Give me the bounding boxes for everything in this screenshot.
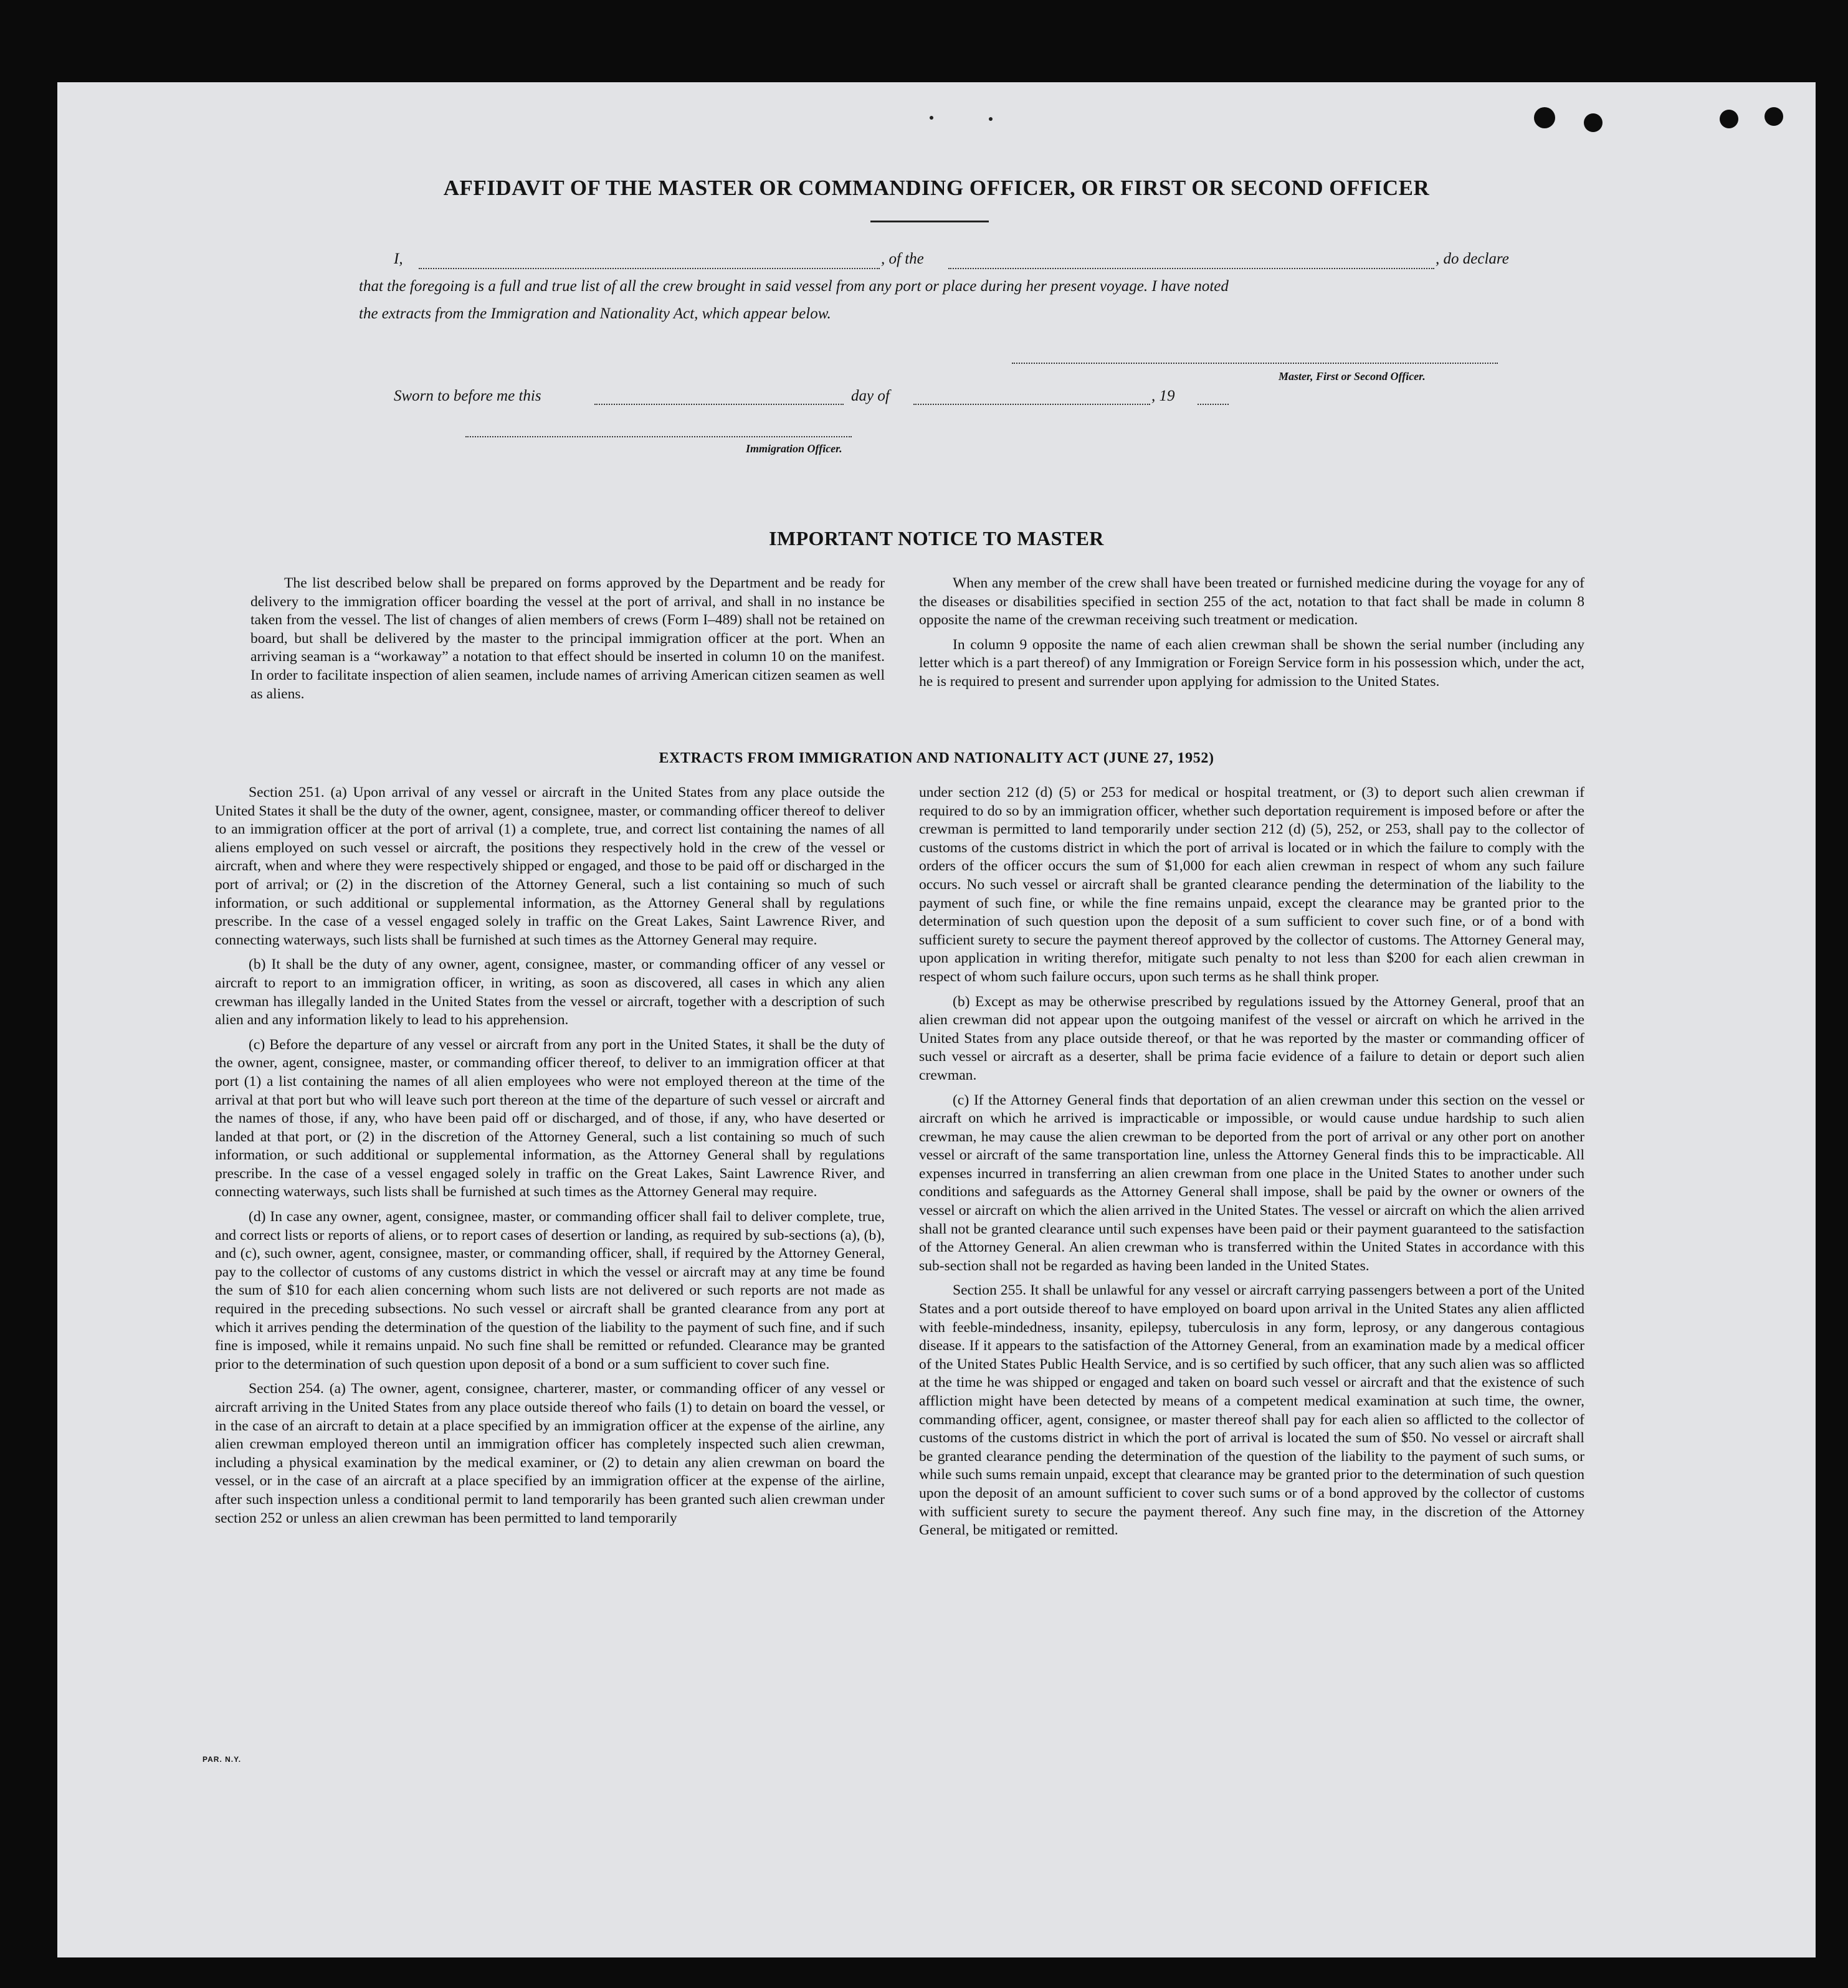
notice-title: IMPORTANT NOTICE TO MASTER bbox=[769, 527, 1104, 549]
extract-paragraph: (c) If the Attorney General finds that deportation of an alien crewman under this section on the vessel or aircraft on which he arrived is impracticable or impossible, or would cause undue hardship to such alien crewman, he may cause the alien crewman to be deported from the port of arrival or any other port on another vessel or aircraft of the same transportation line, unless the Attorney General finds this to be impracticable. All expenses incurred in transferring an alien crewman from one place in the United States to another under such conditions and safeguards as the Attorney General shall impose, shall be paid by the owner or owners of the vessel or aircraft on which the alien arrived in the United States. The vessel or aircraft on which the alien arrived shall not be granted clearance until such expenses have been paid or their payment guaranteed to the satisfaction of the Attorney General. An alien crewman who is transferred within the United States in accordance with this sub-section shall not be regarded as having been landed in the United States. bbox=[919, 1091, 1584, 1274]
extract-paragraph: Section 254. (a) The owner, agent, consignee, charterer, master, or commanding officer of any vessel or aircraft arriving in the United States from any place outside thereof who fails (1) to detain on board the vessel, or in the case of an aircraft to detain at a place specified by an immigration officer at the expense of the airline, any alien crewman employed thereon until an immigration officer has completely inspected such alien crewman, including a physical examination by the medical examiner, or (2) to detain any alien crewman on board the vessel, or in the case of an aircraft at a place specified by an immigration officer at the expense of the airline, after such inspection unless a conditional permit to land temporarily has been granted such alien crewman under section 252 or unless an alien crewman has been permitted to land temporarily bbox=[215, 1381, 885, 1526]
affidavit-title: AFFIDAVIT OF THE MASTER OR COMMANDING OFFICER, OR FIRST OR SECOND OFFICER bbox=[443, 176, 1430, 200]
extract-paragraph: (b) It shall be the duty of any owner, agent, consignee, master, or commanding officer of any vessel or aircraft to report to an immigration officer, in writing, as soon as discovered, all cases in which any alien crewman has illegally landed in the United States from the vessel or aircraft, together with a description of such alien and any information likely to lead to his apprehension. bbox=[215, 956, 885, 1029]
master-signature-caption: Master, First or Second Officer. bbox=[1279, 370, 1426, 383]
punch-hole bbox=[1720, 110, 1738, 128]
sworn-month-field[interactable] bbox=[913, 404, 1150, 405]
sworn-label: Sworn to before me this bbox=[394, 388, 541, 404]
extracts-title: EXTRACTS FROM IMMIGRATION AND NATIONALITY ACT (JUNE 27, 1952) bbox=[659, 750, 1214, 766]
printer-mark: PAR. N.Y. bbox=[202, 1755, 242, 1764]
notice-left-column bbox=[250, 574, 885, 703]
extracts-right-column bbox=[919, 784, 1584, 1540]
extract-paragraph: (c) Before the departure of any vessel or aircraft from any port in the United States, it shall be the duty of the owner, agent, consignee, master, or commanding officer thereof, to deliver to an immigration officer at that port (1) a list containing the names of all alien employees who were not employed thereon at the time of the arrival at that port but who will leave such port thereon at the time of the departure of such vessel or aircraft and the names of those, if any, who have been paid off or discharged, and of those, if any, who have deserted or landed at that port, or (2) in the discretion of the Attorney General, such a list containing so much of such information, or such additional or supplemental information, as the Attorney General shall by regulations prescribe. In the case of a vessel engaged solely in traffic on the Great Lakes, Saint Lawrence River, and connecting waterways, such lists shall be furnished at such times as the Attorney General may require. bbox=[215, 1036, 885, 1201]
immigration-officer-signature-field[interactable] bbox=[465, 436, 852, 437]
declare-extracts-line: the extracts from the Immigration and Nationality Act, which appear below. bbox=[359, 305, 831, 322]
notice-paragraph: In column 9 opposite the name of each alien crewman shall be shown the serial number (including any letter which is a part thereof) of any Immigration or Foreign Service form in his possession which, under the act, he is required to present and surrender upon applying for admission to the United States. bbox=[919, 636, 1584, 690]
extract-paragraph: Section 255. It shall be unlawful for any vessel or aircraft carrying passengers between a port of the United States and a port outside thereof to have employed on board upon arrival in the United States any alien afflicted with feeble-mindedness, insanity, epilepsy, tuberculosis in any form, leprosy, or any dangerous contagious disease. If it appears to the satisfaction of the Attorney General, from an examination made by a medical officer of the United States Public Health Service, and is so certified by such officer, that any such alien was so afflicted at the time he was shipped or engaged and taken on board such vessel or aircraft and that the existence of such affliction might have been detected by means of a competent medical examination at such time, the owner, commanding officer, agent, consignee, or master thereof shall pay for each alien so afflicted to the collector of customs of the customs district in which the port of arrival is located the sum of $50. No vessel or aircraft shall be granted clearance pending the determination of the question of the liability to the payment of such sums, or while such sums remain unpaid, except that clearance may be granted prior to the determination of such question upon the deposit of an amount sufficient to cover such sums or of a bond approved by the collector of customs with sufficient surety to secure the payment thereof. Any such fine may, in the discretion of the Attorney General, be mitigated or remitted. bbox=[919, 1282, 1584, 1539]
master-signature-field[interactable] bbox=[1012, 363, 1498, 364]
speck bbox=[930, 116, 933, 120]
declare-do-declare-label: , do declare bbox=[1436, 250, 1509, 267]
speck bbox=[989, 117, 993, 121]
immigration-officer-caption: Immigration Officer. bbox=[746, 442, 842, 455]
notice-paragraph: The list described below shall be prepared on forms approved by the Department and be ready for delivery to the immigration officer boarding the vessel at the port of arrival, and shall in no instance be taken from the vessel. The list of changes of alien members of crews (Form I–489) shall not be retained on board, but shall be delivered by the master to the principal immigration officer at the port. When an arriving seaman is a “workaway” a notation to that effect should be inserted in column 10 on the manifest. In order to facilitate inspection of alien seamen, include names of arriving American citizen seamen as well as aliens. bbox=[250, 575, 885, 702]
sworn-year-field[interactable] bbox=[1198, 404, 1229, 405]
punch-hole bbox=[1584, 113, 1603, 132]
extract-paragraph: (b) Except as may be otherwise prescribed by regulations issued by the Attorney General, proof that an alien crewman did not appear upon the outgoing manifest of the vessel or aircraft on which he arrived in the United States from any place outside thereof, or that he was reported by the master or commanding officer of such vessel or aircraft as a deserter, shall be prima facie evidence of a failure to detain or deport such alien crewman. bbox=[919, 993, 1584, 1083]
extract-paragraph: Section 251. (a) Upon arrival of any vessel or aircraft in the United States from any place outside the United States it shall be the duty of the owner, agent, consignee, master, or commanding officer thereof to deliver to an immigration officer at the port of arrival (1) a complete, true, and correct list containing the names of all aliens employed on such vessel or aircraft, the positions they respectively hold in the crew of the vessel or aircraft, when and where they were respectively shipped or engaged, and those to be paid off or discharged in the port of arrival; or (2) in the discretion of the Attorney General, such a list containing so much of such information, or such additional or supplemental information, as the Attorney General shall by regulations prescribe. In the case of a vessel engaged solely in traffic on the Great Lakes, Saint Lawrence River, and connecting waterways, such lists shall be furnished at such times as the Attorney General may require. bbox=[215, 784, 885, 948]
year-prefix-label: , 19 bbox=[1151, 388, 1175, 404]
extract-paragraph: under section 212 (d) (5) or 253 for medical or hospital treatment, or (3) to deport such alien crewman if required to do so by an immigration officer, whether such deportation requirement is imposed before or after the crewman is permitted to land temporarily under section 212 (d) (5), 252, or 253, shall pay to the collector of customs of the customs district in which the port of arrival is located or in which the failure to comply with the orders of the officer occurs the sum of $1,000 for each alien crewman in respect of whom any such failure occurs. No such vessel or aircraft shall be granted clearance pending the determination of the liability to the payment of such fine, or while the fine remains unpaid, except the clearance may be granted prior to the determination of such question upon the deposit of a sum sufficient to cover such fine, or of a bond with sufficient surety to secure the payment thereof approved by the collector of customs. The Attorney General may, upon application in writing therefor, mitigate such penalty to not less than $200 for each alien crewman in respect of whom such failure occurs, upon such terms as he shall think proper. bbox=[919, 784, 1584, 985]
extracts-left-column bbox=[215, 784, 885, 1528]
day-of-label: day of bbox=[851, 388, 890, 404]
title-divider bbox=[870, 221, 989, 222]
document-page bbox=[57, 82, 1816, 1957]
notice-right-column bbox=[919, 574, 1584, 692]
punch-hole bbox=[1534, 107, 1555, 128]
notice-paragraph: When any member of the crew shall have been treated or furnished medicine during the voyage for any of the diseases or disabilities specified in section 255 of the act, notation to that fact shall be made in column 8 opposite the name of the crewman receiving such treatment or medication. bbox=[919, 575, 1584, 629]
declare-i-label: I, bbox=[394, 250, 403, 267]
extract-paragraph: (d) In case any owner, agent, consignee, master, or commanding officer shall fail to deliver complete, true, and correct lists or reports of aliens, or to report cases of desertion or landing, as required by sub-sections (a), (b), and (c), such owner, agent, consignee, master, or commanding officer, shall, if required by the Attorney General, pay to the collector of customs of any customs district in which the vessel or aircraft may at any time be found the sum of $10 for each alien concerning whom such lists are not delivered or such reports are not made as required in the preceding subsections. No such vessel or aircraft shall be granted clearance from any port at which it arrives pending the determination of the question of the liability to the payment of such fine, and if such fine is imposed, while it remains unpaid. No such fine shall be remitted or refunded. Clearance may be granted prior to the determination of such question upon deposit of a bond or a sum sufficient to cover such fine. bbox=[215, 1209, 885, 1372]
declarant-name-field[interactable] bbox=[419, 268, 880, 269]
declare-statement-line: that the foregoing is a full and true list of all the crew brought in said vessel from any port or place during her present voyage. I have noted bbox=[359, 278, 1229, 295]
vessel-name-field[interactable] bbox=[948, 268, 1434, 269]
declare-of-the-label: , of the bbox=[881, 250, 924, 267]
punch-hole bbox=[1765, 107, 1783, 126]
sworn-day-field[interactable] bbox=[594, 404, 844, 405]
